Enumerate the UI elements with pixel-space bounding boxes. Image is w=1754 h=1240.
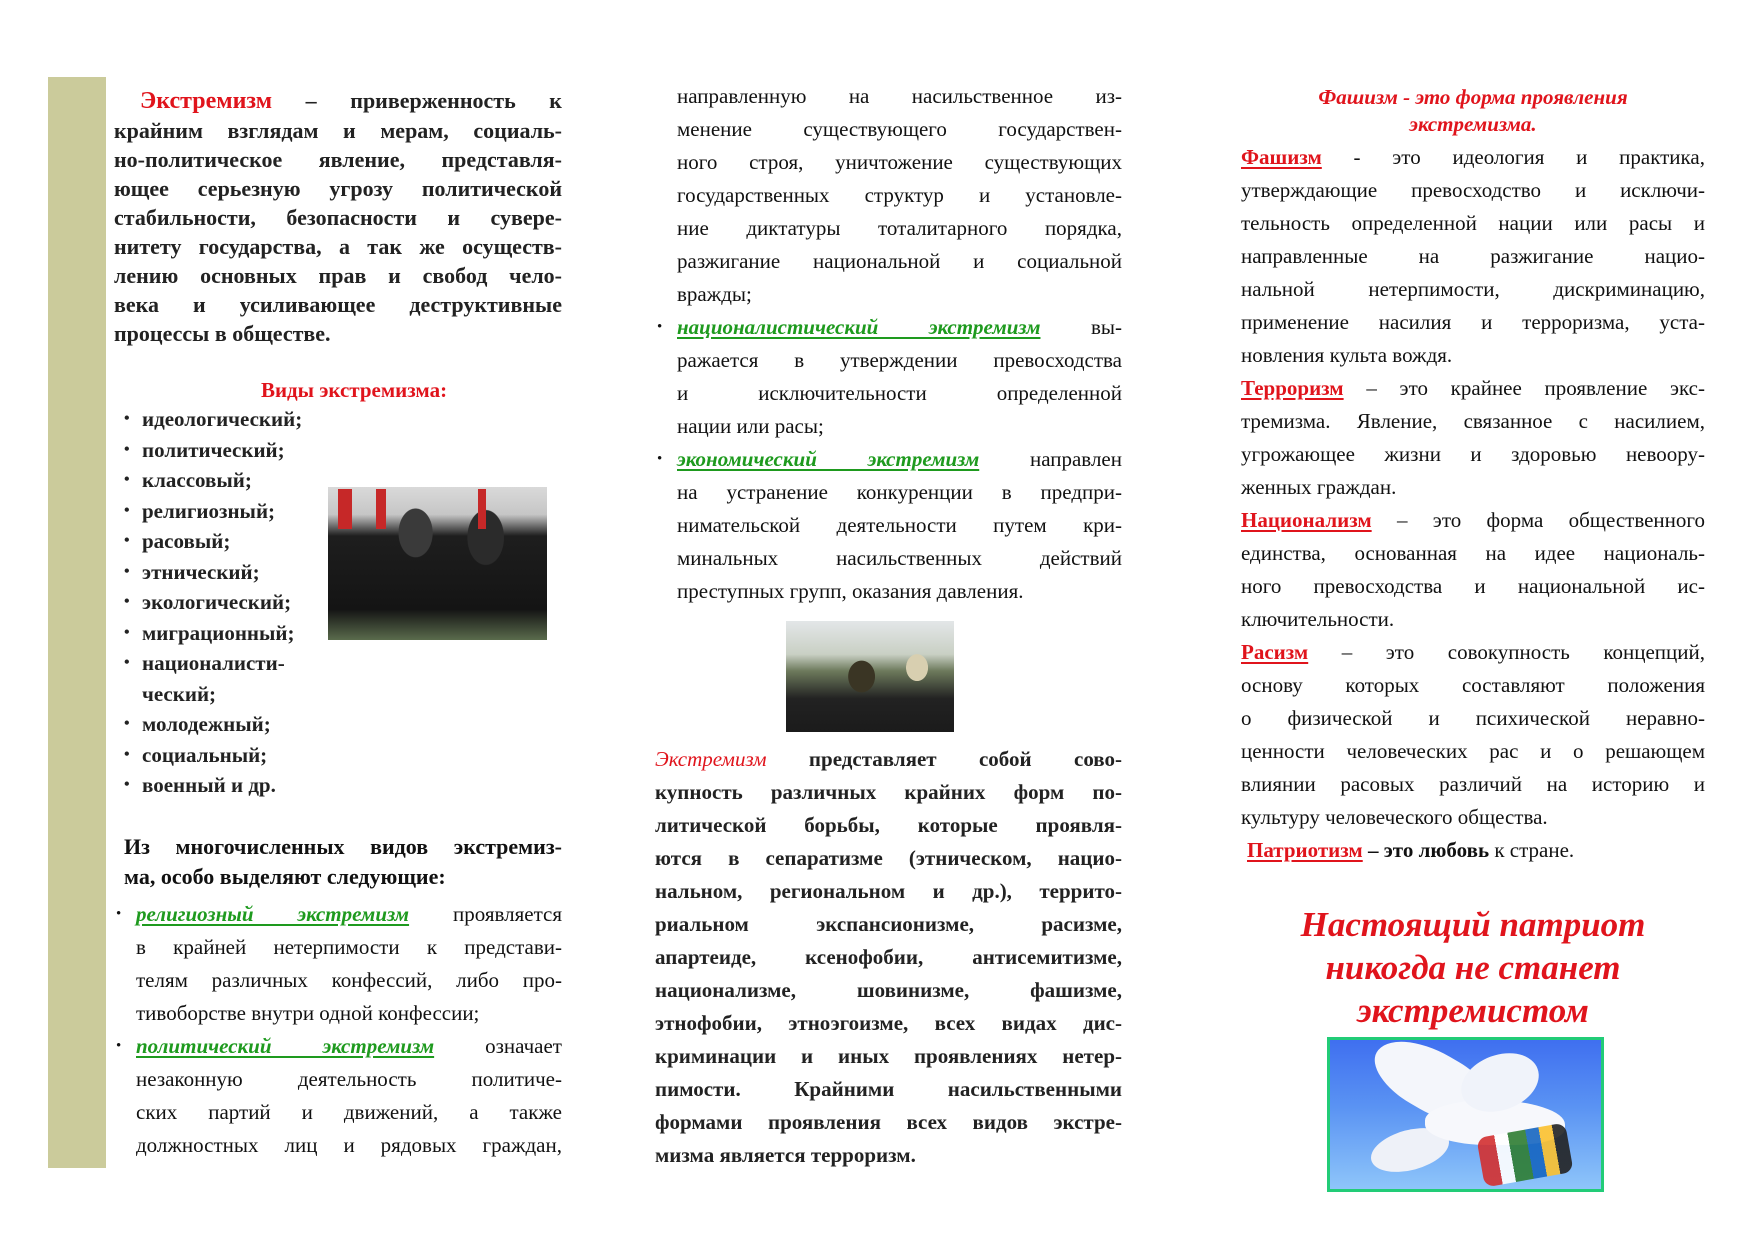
bullet-political: • политический экстремизм означает незаконную деятельность политиче- ских партий и движений, а также должностных лиц и рядовых граждан,	[114, 1030, 562, 1162]
definition-line: тремизма. Явление, связанное с насилием,	[1241, 409, 1705, 433]
patriotism-rest: к стране.	[1489, 838, 1575, 862]
term-nationalist-extremism: националистический экстремизм	[677, 315, 1041, 339]
types-list-item: • социальный;	[124, 740, 302, 771]
definition-line: ключительности.	[1241, 607, 1395, 631]
bullet-line: минальных насильственных действий	[677, 546, 1122, 570]
types-list-item: • классовый;	[124, 465, 302, 496]
bullet-line: ских партий и движений, а также	[136, 1100, 562, 1124]
definition-line: женных граждан.	[1241, 475, 1397, 499]
term-racism: Расизм	[1241, 640, 1309, 664]
dove-picture	[1327, 1037, 1604, 1192]
summary-line: национализме, шовинизме, фашизме,	[655, 978, 1122, 1002]
bullet-line: и исключительности определенной	[677, 381, 1122, 405]
flag-shape	[376, 489, 386, 529]
summary-line: купность различных крайних форм по-	[655, 780, 1122, 804]
slogan-line: экстремистом	[1357, 991, 1589, 1030]
definition-fascism: Фашизм - это идеология и практика, утверждающие превосходство и исключи- тельность определенной нации или расы и направленные на разжигание нацио- нальной нетерпимости, дискриминацию, применение насилия и терроризма, уста- новления культа вождя.	[1241, 141, 1705, 372]
bullet-line: телям различных конфессий, либо про-	[136, 968, 562, 992]
summary-line: криминации и иных проявлениях нетер-	[655, 1044, 1122, 1068]
types-list-item: • политический;	[124, 435, 302, 466]
intro-line: века и усиливающее деструктивные	[114, 292, 562, 317]
intro-term: Экстремизм	[140, 88, 273, 114]
definition-line: культуру человеческого общества.	[1241, 805, 1548, 829]
definition-racism: Расизм – это совокупность концепций, основу которых составляют положения о физической и психической неравно- ценности человеческих рас и о решающем влиянии расовых различий на историю и культуру человеческого общества.	[1241, 636, 1705, 834]
definition-patriotism	[1241, 834, 1705, 867]
highlight-paragraph	[124, 832, 562, 892]
summary-line: литической борьбы, которые проявля-	[655, 813, 1122, 837]
definition-terrorism: Терроризм – это крайнее проявление экс- тремизма. Явление, связанное с насилием, угрожающее жизни и здоровью невоору- женных граждан.	[1241, 372, 1705, 504]
highlight-line: ма, особо выделяют следующие:	[124, 864, 446, 889]
term-patriotism: Патриотизм	[1247, 838, 1363, 862]
patriotism-bold: – это любовь	[1362, 838, 1490, 862]
flag-shape	[338, 489, 352, 529]
definition-line: влиянии расовых различий на историю и	[1241, 772, 1705, 796]
summary-paragraph: Экстремизм представляет собой сово- купность различных крайних форм по- литической борьбы, которые проявля- ются в сепаратизме (этническом, нацио- нальном, региональном и др.), террито- риальном экспансионизме, расизме, апартеиде, ксенофобии, антисемитизме, национализме, шовинизме, фашизме, этнофобии, этноэгоизме, всех видах дис- криминации и иных проявлениях нетер- пимости. Крайними насильственными формами проявления всех видов экстре- мизма является терроризм.	[655, 743, 1122, 1172]
definition-line: о физической и психической неравно-	[1241, 706, 1705, 730]
continuation-line: вражды;	[677, 282, 752, 306]
masked-people-photo	[786, 621, 954, 732]
intro-line: ющее серьезную угрозу политической	[114, 176, 562, 201]
intro-line: крайним взглядам и мерам, социаль-	[114, 118, 562, 143]
definition-line: нальной нетерпимости, дискриминацию,	[1241, 277, 1705, 301]
types-list-item-continuation: ческий;	[142, 681, 217, 706]
types-list-item: • религиозный;	[124, 496, 302, 527]
definition-line: ного превосходства и национальной ис-	[1241, 574, 1705, 598]
types-list-item: • этнический;	[124, 557, 302, 588]
bullet-religious: • религиозный экстремизм проявляется в крайней нетерпимости к представи- телям различных конфессий, либо про- тивоборстве внутри одной конфессии;	[114, 898, 562, 1030]
types-list-item: • миграционный;	[124, 618, 302, 649]
types-list-item: • экологический;	[124, 587, 302, 618]
summary-line: ются в сепаратизме (этническом, нацио-	[655, 846, 1122, 870]
definition-line: направленные на разжигание нацио-	[1241, 244, 1705, 268]
fascism-heading-line: Фашизм - это форма проявления	[1318, 85, 1628, 109]
continuation-line: ного строя, уничтожение существующих	[677, 150, 1122, 174]
types-list	[124, 404, 302, 801]
types-list-item: • расовый;	[124, 526, 302, 557]
summary-line: нальном, региональном и др.), террито-	[655, 879, 1122, 903]
definition-line: применение насилия и терроризма, уста-	[1241, 310, 1705, 334]
term-economic-extremism: экономический экстремизм	[677, 447, 980, 471]
bullet-line: преступных групп, оказания давления.	[677, 579, 1024, 603]
continuation-line: разжигание национальной и социальной	[677, 249, 1122, 273]
definition-line: новления культа вождя.	[1241, 343, 1453, 367]
continuation-line: ние диктатуры тоталитарного порядка,	[677, 216, 1122, 240]
types-heading: Виды экстремизма:	[260, 378, 448, 402]
bullet-line: в крайней нетерпимости к представи-	[136, 935, 562, 959]
summary-line: формами проявления всех видов экстре-	[655, 1110, 1122, 1134]
definition-line: утверждающие превосходство и исключи-	[1241, 178, 1705, 202]
continuation-line: направленную на насильственное из-	[677, 84, 1122, 108]
fascism-heading-line: экстремизма.	[1409, 112, 1537, 136]
bullet-line: на устранение конкуренции в предпри-	[677, 480, 1122, 504]
extremists-photo	[328, 487, 547, 640]
bullet-line: нации или расы;	[677, 414, 824, 438]
summary-line: пимости. Крайними насильственными	[655, 1077, 1122, 1101]
term-political-extremism: политический экстремизм	[136, 1034, 435, 1058]
summary-term: Экстремизм	[655, 747, 767, 771]
bullet-line: нимательской деятельности путем кри-	[677, 513, 1122, 537]
definition-nationalism: Национализм – это форма общественного единства, основанная на идее националь- ного превосходства и национальной ис- ключительности.	[1241, 504, 1705, 636]
intro-line: лению основных прав и свобод чело-	[114, 263, 562, 288]
left-bullet-list	[114, 898, 562, 1162]
slogan	[1240, 903, 1706, 1032]
intro-line: стабильности, безопасности и сувере-	[114, 205, 562, 230]
intro-line: нитету государства, а так же осуществ-	[114, 234, 562, 259]
summary-line: риальном экспансионизме, расизме,	[655, 912, 1122, 936]
term-terrorism: Терроризм	[1241, 376, 1344, 400]
fascism-heading	[1240, 84, 1706, 138]
definition-line: основу которых составляют положения	[1241, 673, 1705, 697]
definitions-list	[1241, 141, 1705, 867]
summary-line: апартеиде, ксенофобии, антисемитизме,	[655, 945, 1122, 969]
highlight-line: Из многочисленных видов экстремиз-	[124, 834, 562, 859]
definition-line: тельность определенной нации или расы и	[1241, 211, 1705, 235]
political-continuation	[677, 80, 1122, 311]
intro-line: процессы в обществе.	[114, 321, 331, 346]
types-list-item: • идеологический;	[124, 404, 302, 435]
definition-line: угрожающее жизни и здоровью невоору-	[1241, 442, 1705, 466]
sidebar-stripe	[48, 77, 106, 1168]
continuation-line: государственных структур и установле-	[677, 183, 1122, 207]
term-fascism: Фашизм	[1241, 145, 1322, 169]
flag-shape	[478, 489, 486, 529]
bullet-nationalist: • националистический экстремизм вы- ражается в утверждении превосходства и исключительности определенной нации или расы;	[655, 311, 1122, 443]
types-list-item: • молодежный;	[124, 709, 302, 740]
types-list-item: • военный и др.	[124, 770, 302, 801]
intro-paragraph	[114, 86, 562, 348]
bullet-line: ражается в утверждении превосходства	[677, 348, 1122, 372]
continuation-line: менение существующего государствен-	[677, 117, 1122, 141]
summary-line: этнофобии, этноэгоизме, всех видах дис-	[655, 1011, 1122, 1035]
bullet-line: незаконную деятельность политиче-	[136, 1067, 562, 1091]
slogan-line: никогда не станет	[1325, 948, 1621, 987]
slogan-line: Настоящий патриот	[1300, 905, 1646, 944]
intro-line: – приверженность к	[272, 88, 562, 113]
definition-line: единства, основанная на идее националь-	[1241, 541, 1705, 565]
bullet-line: должностных лиц и рядовых граждан,	[136, 1133, 562, 1157]
types-list-item: • националисти-	[124, 648, 302, 679]
bullet-economic: • экономический экстремизм направлен на устранение конкуренции в предпри- нимательской деятельности путем кри- минальных насильственных действий преступных групп, оказания давления.	[655, 443, 1122, 608]
summary-line: мизма является терроризм.	[655, 1143, 916, 1167]
definition-line: ценности человеческих рас и о решающем	[1241, 739, 1705, 763]
bullet-line: тивоборстве внутри одной конфессии;	[136, 1001, 480, 1025]
term-nationalism: Национализм	[1241, 508, 1372, 532]
middle-bullet-list	[655, 311, 1122, 608]
intro-line: но-политическое явление, представля-	[114, 147, 562, 172]
term-religious-extremism: религиозный экстремизм	[136, 902, 410, 926]
